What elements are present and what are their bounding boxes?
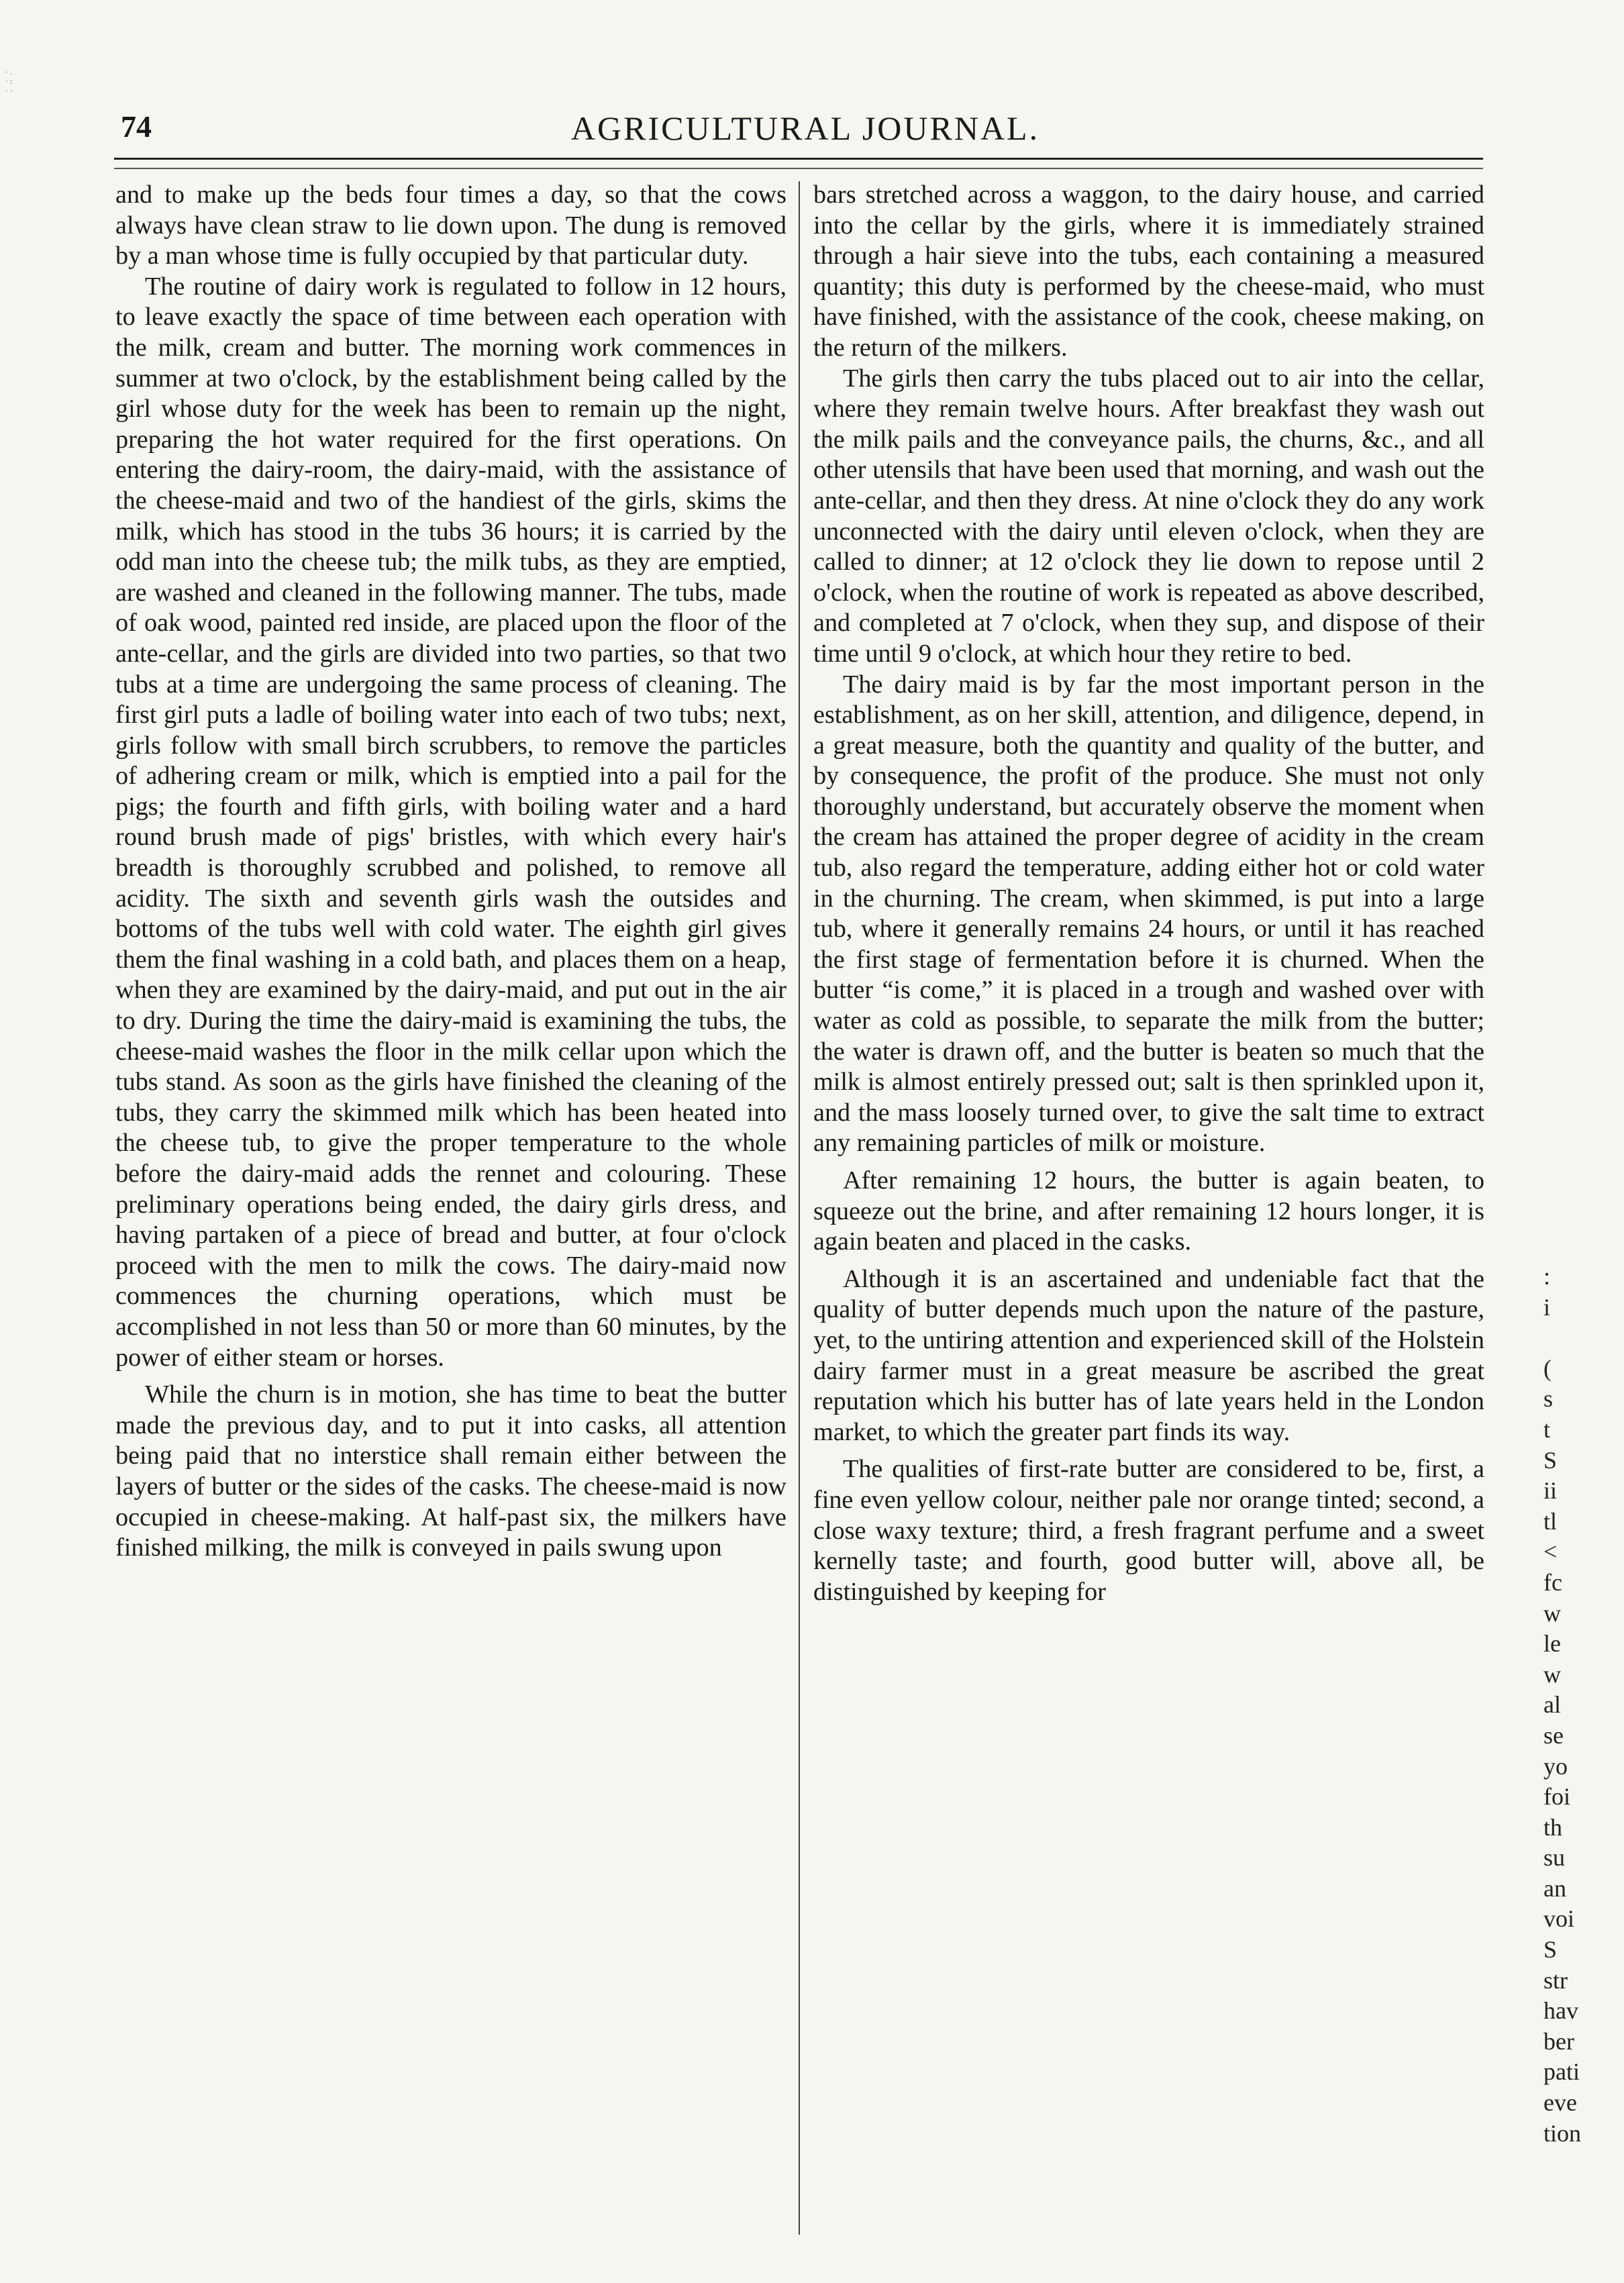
paragraph: The qualities of first-rate butter are considered to be, first, a fine even yellow colour, neither pale nor orange tinted; second, a close waxy texture; third, a fresh fragrant perfume and a sweet kernelly taste; and fourth, good butter will, above all, be distinguished by keeping for (813, 1455, 1484, 1606)
page-number: 74 (121, 109, 152, 144)
paragraph: and to make up the beds four times a day, so that the cows always have clean straw to lie down upon. The dung is removed by a man whose time is fully occupied by that particular duty. (115, 181, 786, 270)
paragraph: bars stretched across a waggon, to the dairy house, and carried into the cellar by the girls, where it is immediately strained through a hair sieve into the tubs, each containing a measured quantity; this duty is performed by the cheese-maid, who must have finished, with the assistance of the cook, cheese making, on the return of the milkers. (813, 181, 1484, 362)
margin-fragment: foi (1543, 1783, 1570, 1811)
margin-fragment: fc (1543, 1568, 1562, 1596)
column-divider (799, 181, 800, 2235)
margin-fragment: < (1543, 1538, 1558, 1566)
margin-fragment: t (1543, 1415, 1551, 1443)
margin-fragment: hav (1543, 1997, 1578, 2025)
margin-fragment: s (1543, 1385, 1554, 1413)
margin-fragment: se (1543, 1721, 1564, 1749)
paragraph: The routine of dairy work is regulated to follow in 12 hours, to leave exactly the space of time between each operation with the milk, cream and butter. The morning work commences in summer at two o'clock, by the establishment being called by the girl whose duty for the week has been to remain up the night, preparing the hot water required for the first operations. On entering the dairy-room, the dairy-maid, with the assistance of the cheese-maid and two of the handiest of the girls, skims the milk, which has stood in the tubs 36 hours; it is carried by the odd man into the cheese tub; the milk tubs, as they are emptied, are washed and cleaned in the following manner. The tubs, made of oak wood, painted red inside, are placed upon the floor of the ante-cellar, and the girls are divided into two parties, so that two tubs at a time are undergoing the same process of cleaning. The first girl puts a ladle of boiling water into each of two tubs; next, girls follow with small birch scrubbers, to remove the particles of adhering cream or milk, which is emptied into a pail for the pigs; the fourth and fifth girls, with boiling water and a hard round brush made of pigs' bristles, with which every hair's breadth is thoroughly scrubbed and polished, to remove all acidity. The sixth and seventh girls wash the outsides and bottoms of the tubs well with cold water. The eighth girl gives them the final washing in a cold bath, and places them on a heap, when they are examined by the dairy-maid, and put out in the air to dry. During the time the dairy-maid is examining the tubs, the cheese-maid washes the floor in the milk cellar upon which the tubs stand. As soon as the girls have finished the cleaning of the tubs, they carry the skimmed milk which has been heated into the cheese tub, to give the proper temperature to the whole before the dairy-maid adds the rennet and colouring. These preliminary operations being ended, the dairy girls dress, and having partaken of a piece of bread and butter, at four o'clock proceed with the men to milk the cows. The dairy-maid now commences the churning operations, which must be accomplished in not less than 50 or more than 60 minutes, by the power of either steam or horses. (115, 272, 786, 1372)
margin-fragment: ( (1543, 1354, 1552, 1382)
paragraph: After remaining 12 hours, the butter is again beaten, to squeeze out the brine, and after remaining 12 hours longer, it is again beaten and placed in the casks. (813, 1166, 1484, 1256)
margin-fragment: al (1543, 1691, 1561, 1719)
margin-fragment: w (1543, 1599, 1561, 1627)
margin-fragment: pati (1543, 2058, 1580, 2086)
margin-fragment: ber (1543, 2027, 1574, 2055)
margin-fragment: S (1543, 1936, 1558, 1964)
margin-fragment: voi (1543, 1905, 1575, 1933)
running-head: AGRICULTURAL JOURNAL. (570, 109, 1040, 147)
margin-fragment: tl (1543, 1507, 1558, 1535)
margin-fragment: w (1543, 1660, 1561, 1688)
header-rule (114, 158, 1483, 160)
margin-fragment: tion (1543, 2119, 1582, 2147)
margin-fragment: le (1543, 1630, 1561, 1658)
binding-marks: · . · : · · (5, 67, 13, 95)
margin-fragment: eve (1543, 2089, 1577, 2117)
paragraph: The girls then carry the tubs placed out to air into the cellar, where they remain twelve hours. After breakfast they wash out the milk pails and the conveyance pails, the churns, &c., and all other utensils that have been used that morning, and wash out the ante-cellar, and then they dress. At nine o'clock they do any work unconnected with the dairy until eleven o'clock, when they are called to dinner; at 12 o'clock they lie down to repose until 2 o'clock, when the routine of work is repeated as above described, and completed at 7 o'clock, when they sup, and dispose of their time until 9 o'clock, at which hour they retire to bed. (813, 364, 1484, 668)
margin-fragment: S (1543, 1446, 1558, 1474)
margin-fragment: yo (1543, 1752, 1568, 1780)
right-column (813, 180, 1484, 2247)
paragraph: The dairy maid is by far the most important person in the establishment, as on her skill, attention, and diligence, depend, in a great measure, both the quantity and quality of the butter, and by consequence, the profit of the produce. She must not only thoroughly understand, but accurately observe the moment when the cream has attained the proper degree of acidity in the cream tub, also regard the temperature, adding either hot or cold water in the churning. The cream, when skimmed, is put into a large tub, where it generally remains 24 hours, or until it has reached the first stage of fermentation before it is churned. When the butter “is come,” it is placed in a trough and washed over with water as cold as possible, to separate the milk from the butter; the water is drawn off, and the butter is beaten so much that the milk is almost entirely pressed out; salt is then sprinkled upon it, and the mass loosely turned over, to give the salt time to extract any remaining particles of milk or moisture. (813, 670, 1484, 1158)
margin-fragment: su (1543, 1844, 1566, 1872)
paragraph: While the churn is in motion, she has time to beat the butter made the previous day, and to put it into casks, all attention being paid that no interstice shall remain either between the layers of butter or the sides of the casks. The cheese-maid is now occupied in cheese-making. At half-past six, the milkers have finished milking, the milk is conveyed in pails swung upon (115, 1380, 786, 1562)
header-rule-thin (114, 168, 1483, 169)
margin-fragment: th (1543, 1813, 1563, 1841)
margin-fragment (1543, 1323, 1617, 1354)
margin-fragments (1543, 1262, 1617, 2149)
margin-fragment: an (1543, 1874, 1566, 1902)
margin-fragment: ii (1543, 1477, 1558, 1505)
margin-fragment: i (1543, 1293, 1551, 1321)
left-column (115, 180, 786, 2247)
margin-fragment: str (1543, 1966, 1568, 1994)
paragraph: Although it is an ascertained and undeniable fact that the quality of butter depends much upon the nature of the pasture, yet, to the untiring attention and experienced skill of the Holstein dairy farmer must in a great measure be ascribed the great reputation which his butter has of late years held in the London market, to which the greater part finds its way. (813, 1264, 1484, 1446)
margin-fragment: : (1543, 1263, 1551, 1290)
